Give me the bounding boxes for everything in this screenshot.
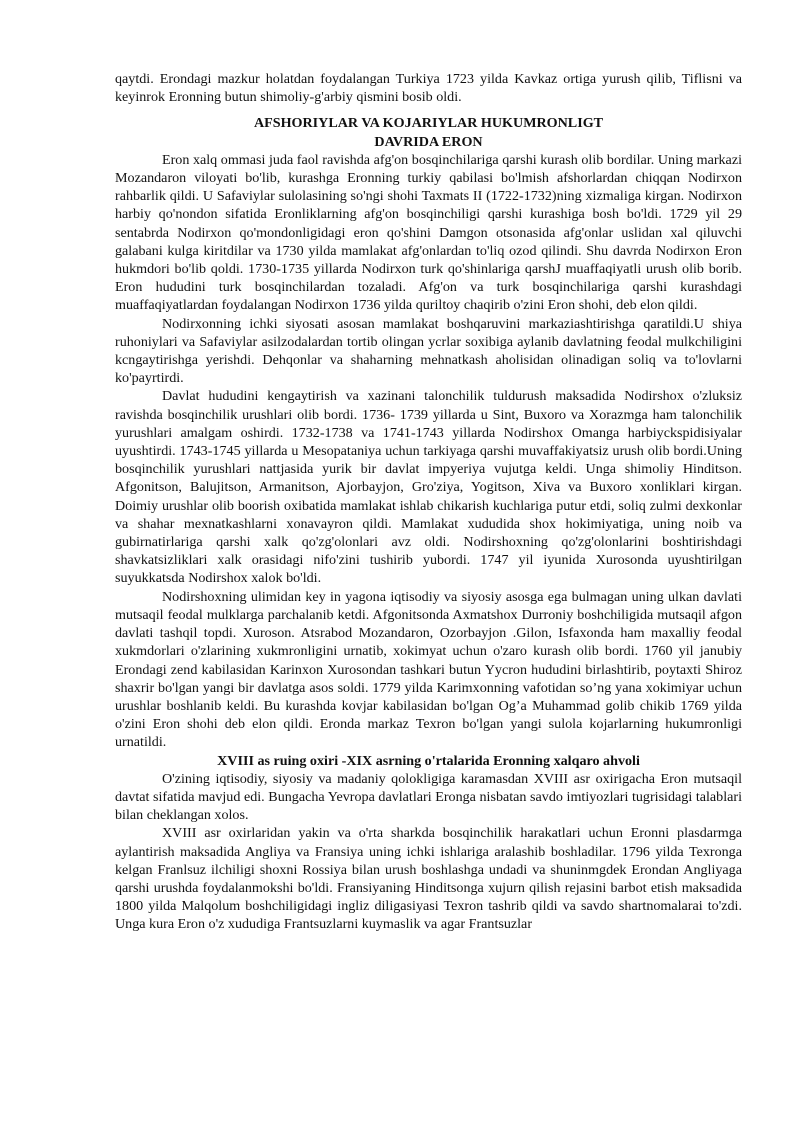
section-heading-line-1: AFSHORIYLAR VA KOJARIYLAR HUKUMRONLIGT bbox=[253, 115, 604, 132]
paragraph: O'zining iqtisodiy, siyosiy va madaniy qolokligiga karamasdan XVIII asr oxirigacha Eron mutsaqil davtat sifatida mavjud edi. Bungacha Yevropa davlatlari Eronga nisbatan savdo imtiyozlari tugrisidagi talablari bilan cheklangan xolos. bbox=[115, 770, 742, 824]
paragraph: Eron xalq ommasi juda faol ravishda afg'on bosqinchilariga qarshi kurash olib bordilar. Uning markazi Mozandaron viloyati bo'lib, kurashga Eronning turkiy qabilasi bo'lmish afshorlardan chiqqan Nodirxon rahbarlik qildi. U Safaviylar sulolasining so'ngi shohi Taxmats II (1722-1732)ning xizmaliga kirgan. Nodirxon harbiy qo'nondon sifatida Eronliklarning afg'on bosqinchiligi qarshi kurashiga bosh bo'ldi. 1729 yil 29 sentabrda Nodirxon qo'mondonligidagi eron qo'shini Damgon otsonasida afg'onlar uslidan xal qiluvchi galabani kulga kiritdilar va 1730 yilda mamlakat afg'onlardan to'liq ozod qilindi. Shu davrda Nodirxon Eron hukmdori bo'lib qoldi. 1730-1735 yillarda Nodirxon turk qo'shinlariga qarshJ muaffaqiyatli urush olib borib. Eron hududini turk bosqinchilardan tozaladi. Afg'on va turk bosqinchilariga qarshi kurashdagi muaffaqiyatlardan foydalangan Nodirxon 1736 yilda quriltoy chaqirib o'zini Eron shohi, deb elon qildi. bbox=[115, 151, 742, 314]
paragraph: Davlat hududini kengaytirish va xazinani talonchilik tuldurush maksadida Nodirshox o'zluksiz ravishda bosqinchilik urushlari olib bordi. 1736- 1739 yillarda u Sint, Buxoro va Xorazmga ham talonchilik yurushlari amalgam oshirdi. 1732-1738 va 1741-1743 yillarda Nodirshox Omanga harbiyckspidisiyalar uyushtirdi. 1743-1745 yillarda u Mesopataniya uchun tarkiyaga qarshi muvaffakiyatsiz urush olib bordi.Uning bosqinchilik yurushlari nattjasida yurik bir davlat impyeriya vujutga keldi. Unga shimoliy Hinditson. Afgonitson, Balujitson, Armanitson, Ajorbayjon, Gro'ziya, Yogitson, Xiva va Buxoro xonliklari kirgan. Doimiy urushlar olib boorish oxibatida mamlakat ishlab chikarish kuchlariga putur etdi, soliq zulmi dexkonlar va shahar mexnatkashlarni xonavayron qildi. Mamlakat xududida shox hokimiyatiga, uning noib va gubirnatirlariga qarshi xalk qo'zg'olonlari avz oldi. Nodirshoxning qo'zg'olonlarini boshtirishdagi shavkatsizliklari xalk orasidagi nifo'zini tushirib yubordi. 1747 yil iyunida Xurosonda uyushtirilgan suyukkatsda Nodirshox xalok bo'ldi. bbox=[115, 388, 742, 587]
section-heading-line-2: DAVRIDA ERON bbox=[374, 133, 483, 150]
paragraph: Nodirxonning ichki siyosati asosan mamlakat boshqaruvini markaziashtirishga qaratildi.U shiya ruhoniylari va Safaviylar asilzodalardan tortib olingan ycrlar soxibiga aylanib davlatning feodal mulkchiligini kcngaytirishga yerishdi. Dehqonlar va shaharning mehnatkash aholisidan olinadigan soliq va to'lovlarni ko'payrtirdi. bbox=[115, 315, 742, 387]
section-heading-xalqaro-ahvoli: XVIII as ruing oxiri -XIX asrning o'rtalarida Eronning xalqaro ahvoli bbox=[217, 752, 640, 769]
intro-paragraph: qaytdi. Erondagi mazkur holatdan foydalangan Turkiya 1723 yilda Kavkaz ortiga yurush qilib, Tiflisni va keyinrok Eronning butun shimoliy-g'arbiy qismini bosib oldi. bbox=[115, 71, 742, 106]
section-heading-afshoriylar bbox=[115, 114, 742, 150]
paragraph: Nodirshoxning ulimidan key in yagona iqtisodiy va siyosiy asosga ega bulmagan uning ulkan davlati mutsaqil feodal mulklarga parchalanib ketdi. Afgonitsonda Axmatshox Durroniy boshchiligida mutsaqil afgon davlati tashqil topdi. Xuroson. Atsrabod Mozandaron, Ozorbayjon .Gilon, Isfaxonda ham maxalliy feodal xukmdorlari o'zlarining xukmronligini urnatib, xokimyat uchun o'zaro kurash olib bordi. 1760 yil janubiy Erondagi zend kabilasidan Karinxon Xurosondan tashkari butun Yycron hududini birlashtirib, poytaxti Shiroz shaxrir bo'lgan yangi bir davlatga asos soldi. 1779 yilda Karimxonning vafotidan so’ng yana xokimiyar uchun urushlar boshlanib keldi. Bu kurashda kovjar kabilasidan bo'lgan Og’a Muhammad golib chikib 1769 yilda o'zini Eron shohi deb elon qildi. Eronda markaz Texron bo'lgan yangi sulola kojarlarning hukumronligi urnatildi. bbox=[115, 588, 742, 751]
paragraph: XVIII asr oxirlaridan yakin va o'rta sharkda bosqinchilik harakatlari uchun Eronni plasdarmga aylantirish maksadida Angliya va Fransiya uning ichki ishlariga aralashib boshladilar. 1796 yilda Texronga kelgan Franlsuz ilchiligi shoxni Rossiya bilan urush boshlashga undadi va shuninmgdek Erondan Angliyaga qarshi urushda foydalanmokshi bo'ldi. Fransiyaning Hinditsonga xujurn qilish rejasini barbot etish maksadida 1800 yilda Malqolum boshchiligidagi ingliz diligasiyasi Texron tashrib qildi va savdo shartnomalarai to'zdi. Unga kura Eron o'z xududiga Frantsuzlarni kuymaslik va agar Frantsuzlar bbox=[115, 825, 742, 933]
